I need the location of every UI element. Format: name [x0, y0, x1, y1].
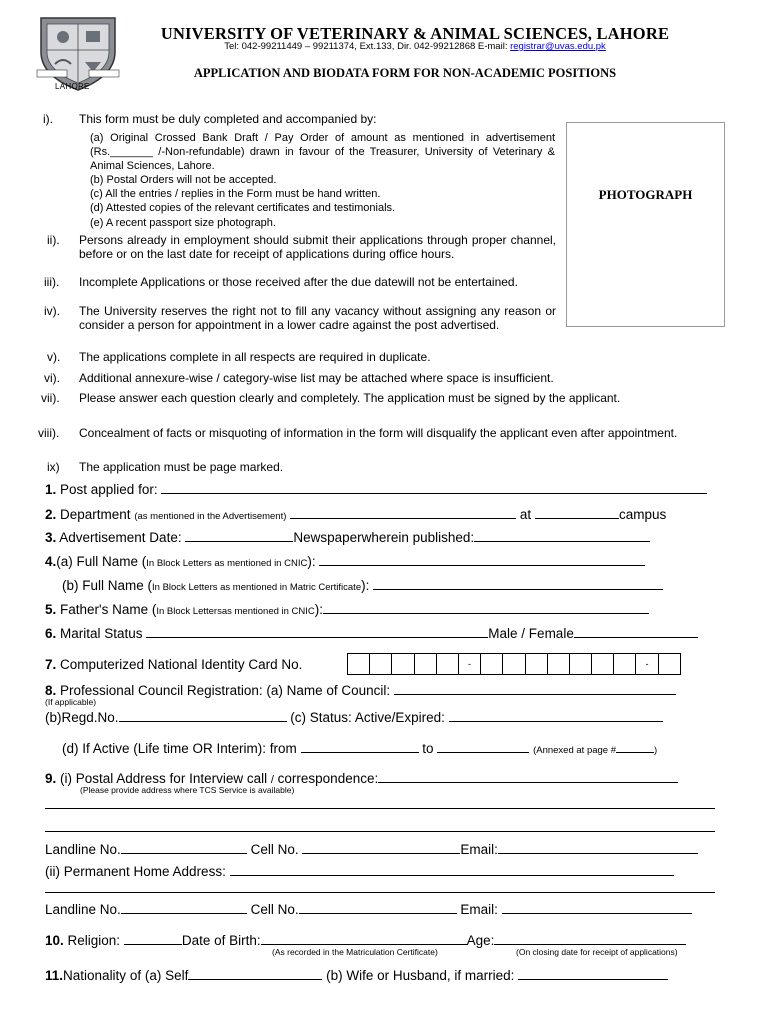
cnic-digit-box[interactable] — [525, 653, 548, 675]
postal-address-input[interactable] — [378, 770, 678, 783]
dob-note: (As recorded in the Matriculation Certificate) — [272, 947, 438, 957]
instruction-sub-a: (a) Original Crossed Bank Draft / Pay Order of amount as mentioned in advertisement (Rs._______ /-Non-refundable) drawn in favour of the Treasurer, University of Veterinary & Animal Sciences, Lahore. — [90, 132, 555, 172]
cnic-digit-box[interactable] — [569, 653, 592, 675]
nationality-self-input[interactable] — [188, 967, 322, 980]
cnic-digit-box[interactable] — [414, 653, 437, 675]
email-input[interactable] — [502, 901, 692, 914]
cnic-label: Computerized National Identity Card No. — [56, 657, 303, 672]
cnic-digit-box[interactable] — [391, 653, 414, 675]
advertisement-row: 3. Advertisement Date: Newspaperwherein published: — [45, 529, 650, 545]
cnic-dash-box: - — [635, 653, 658, 675]
instruction-sub-d: (d) Attested copies of the relevant certificates and testimonials. — [90, 202, 396, 214]
annex-page-input[interactable] — [616, 740, 654, 753]
cnic-boxes — [347, 653, 680, 675]
post-applied-row: 1. Post applied for: — [45, 481, 707, 497]
cell-input[interactable] — [299, 901, 457, 914]
permanent-address-row: (ii) Permanent Home Address: — [45, 863, 674, 879]
active-to-input[interactable] — [437, 740, 529, 753]
email-input[interactable] — [498, 841, 698, 854]
instruction-number: vi). — [44, 371, 60, 385]
permanent-address-input[interactable] — [230, 863, 674, 876]
council-row: 8. Professional Council Registration: (a) Name of Council: — [45, 682, 676, 698]
newspaper-label: Newspaperwherein published: — [293, 530, 475, 545]
cnic-digit-box[interactable] — [658, 653, 681, 675]
contact-line — [140, 41, 690, 52]
post-applied-input[interactable] — [161, 481, 707, 494]
instruction-vi: Additional annexure-wise / category-wise list may be attached where space is insufficient. — [79, 371, 554, 385]
instruction-sub-e: (e) A recent passport size photograph. — [90, 217, 276, 229]
postal-address-line[interactable] — [45, 831, 715, 832]
instruction-number: viii). — [38, 426, 60, 440]
instruction-number: ii). — [47, 233, 60, 247]
cnic-digit-box[interactable] — [613, 653, 636, 675]
instruction-number: ix) — [47, 460, 60, 474]
active-period-row: (d) If Active (Life time OR Interim): from to (Annexed at page # ) — [62, 741, 658, 756]
instruction-i: This form must be duly completed and accompanied by: — [79, 112, 377, 126]
registration-number-input[interactable] — [119, 709, 287, 722]
full-name-cnic-row: 4.(a) Full Name (In Block Letters as mentioned in CNIC): — [45, 553, 645, 569]
postal-address-line[interactable] — [45, 808, 715, 809]
instruction-number: i). — [43, 112, 53, 126]
age-note: (On closing date for receipt of applications) — [516, 947, 678, 957]
cell-input[interactable] — [302, 841, 460, 854]
instruction-v: The applications complete in all respects are required in duplicate. — [79, 350, 431, 364]
gender-input[interactable] — [574, 625, 698, 638]
instruction-number: iv). — [44, 304, 60, 318]
form-title: APPLICATION AND BIODATA FORM FOR NON-ACADEMIC POSITIONS — [193, 66, 617, 80]
photograph-label: PHOTOGRAPH — [598, 187, 693, 202]
advertisement-date-input[interactable] — [185, 529, 293, 542]
cnic-digit-box[interactable] — [591, 653, 614, 675]
advertisement-date-label: Advertisement Date: — [56, 530, 186, 545]
registration-row: (b)Regd.No. (c) Status: Active/Expired: — [45, 709, 663, 725]
full-name-matric-input[interactable] — [373, 577, 663, 590]
council-note: (If applicable) — [45, 697, 97, 707]
instruction-iv: The University reserves the right not to fill any vacancy without assigning any reason or consider a person for appointment in a lower cadre against the post advertised. — [79, 304, 556, 332]
religion-dob-row: 10. Religion: Date of Birth: Age: — [45, 932, 686, 948]
nationality-row: 11.Nationality of (a) Self (b) Wife or Husband, if married: — [45, 967, 668, 983]
marital-status-row: 6. Marital Status Male / Female — [45, 625, 698, 641]
contact-row-1: Landline No. Cell No. Email: — [45, 841, 698, 857]
logo-caption: LAHORE — [55, 82, 90, 91]
cnic-digit-box[interactable] — [369, 653, 392, 675]
marital-status-input[interactable] — [146, 625, 488, 638]
council-name-input[interactable] — [394, 682, 676, 695]
photograph-box — [566, 122, 725, 327]
department-row: 2. Department (as mentioned in the Advertisement) at campus — [45, 507, 667, 522]
cnic-digit-box[interactable] — [502, 653, 525, 675]
age-input[interactable] — [494, 932, 686, 945]
instruction-ii: Persons already in employment should submit their applications through proper channel, before or on the last date for receipt of applications during office hours. — [79, 233, 556, 261]
gender-label: Male / Female — [488, 626, 574, 641]
instruction-sub-c: (c) All the entries / replies in the Form must be hand written. — [90, 188, 381, 200]
cnic-row: 7. Computerized National Identity Card No. — [45, 657, 303, 672]
registration-status-input[interactable] — [449, 709, 663, 722]
postal-address-row: 9. (i) Postal Address for Interview call / correspondence: — [45, 770, 678, 786]
father-name-row: 5. Father's Name (In Block Lettersas mentioned in CNIC): — [45, 601, 649, 617]
postal-address-note: (Please provide address where TCS Service is available) — [80, 785, 295, 795]
university-name: UNIVERSITY OF VETERINARY & ANIMAL SCIENCES, LAHORE — [160, 24, 670, 43]
department-input[interactable] — [290, 506, 516, 519]
instruction-iii: Incomplete Applications or those received after the due datewill not be entertained. — [79, 275, 518, 289]
full-name-matric-row: (b) Full Name (In Block Letters as mentioned in Matric Certificate): — [62, 577, 663, 593]
cnic-digit-box[interactable] — [480, 653, 503, 675]
instruction-viii: Concealment of facts or misquoting of information in the form will disqualify the applicant even after appointment. — [79, 426, 678, 440]
cnic-digit-box[interactable] — [547, 653, 570, 675]
campus-input[interactable] — [535, 506, 619, 519]
religion-input[interactable] — [124, 932, 182, 945]
cnic-dash-box: - — [458, 653, 481, 675]
father-name-input[interactable] — [323, 601, 649, 614]
instruction-sub-b: (b) Postal Orders will not be accepted. — [90, 174, 277, 186]
landline-input[interactable] — [121, 841, 247, 854]
contact-text: Tel: 042-99211449 – 99211374, Ext.133, Dir. 042-99212868 E-mail: — [224, 41, 511, 52]
instruction-number: v). — [47, 350, 61, 364]
nationality-spouse-input[interactable] — [518, 967, 668, 980]
landline-input[interactable] — [121, 901, 247, 914]
instruction-number: vii). — [41, 391, 60, 405]
active-from-input[interactable] — [301, 740, 419, 753]
department-label: Department — [56, 507, 135, 522]
instruction-number: iii). — [44, 275, 60, 289]
cnic-digit-box[interactable] — [436, 653, 459, 675]
instruction-ix: The application must be page marked. — [79, 460, 284, 474]
newspaper-input[interactable] — [474, 529, 650, 542]
permanent-address-line[interactable] — [45, 892, 715, 893]
cnic-digit-box[interactable] — [347, 653, 370, 675]
email-link[interactable]: registrar@uvas.edu.pk — [510, 41, 606, 52]
date-of-birth-input[interactable] — [261, 932, 467, 945]
council-label: Professional Council Registration: (a) Name of Council: — [56, 683, 394, 698]
contact-row-2: Landline No. Cell No. Email: — [45, 901, 692, 917]
full-name-cnic-input[interactable] — [319, 553, 645, 566]
post-applied-label: Post applied for: — [56, 482, 162, 497]
instruction-vii: Please answer each question clearly and completely. The application must be signed by the applicant. — [79, 391, 621, 405]
